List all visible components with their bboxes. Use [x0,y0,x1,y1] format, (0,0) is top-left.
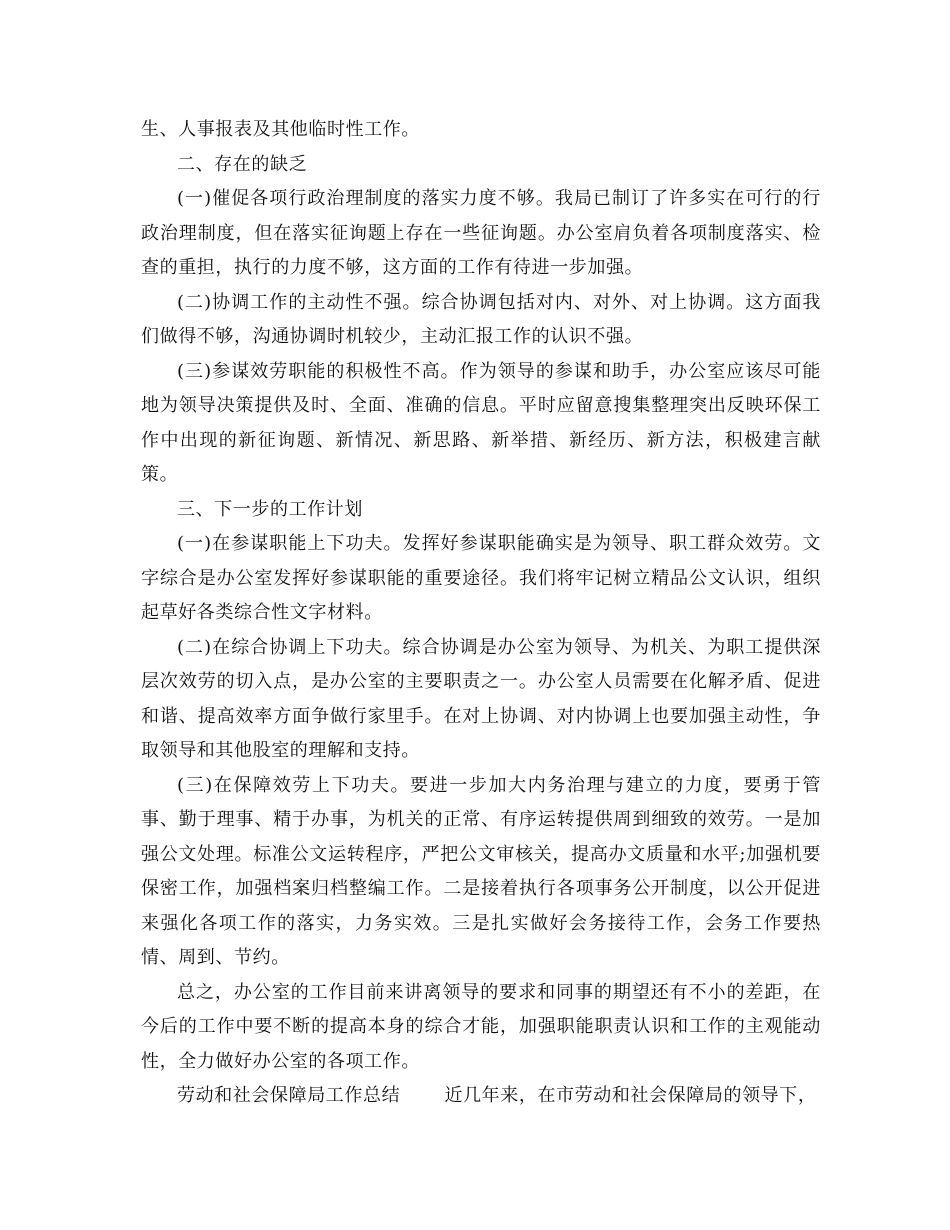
paragraph-plan-2: (二)在综合协调上下功夫。综合协调是办公室为领导、为机关、为职工提供深层次效劳的切入点，是办公室的主要职责之一。办公室人员需要在化解矛盾、促进和谐、提高效率方面争做行家里手。在对上协调、对内协调上也要加强主动性，争取领导和其他股室的理解和支持。 [141,636,821,761]
next-article-intro: 近几年来，在市劳动和社会保障局的领导下， [444,1085,817,1106]
next-article-line [141,1079,821,1114]
paragraph-problem-1: (一)催促各项行政治理制度的落实力度不够。我局已制订了许多实在可行的行政治理制度，但在落实征询题上存在一些征询题。办公室肩负着各项制度落实、检查的重担，执行的力度不够，这方面的工作有待进一步加强。 [141,188,821,278]
paragraph-plan-1: (一)在参谋职能上下功夫。发挥好参谋职能确实是为领导、职工群众效劳。文字综合是办公室发挥好参谋职能的重要途径。我们将牢记树立精品公文认识，组织起草好各类综合性文字材料。 [141,533,821,623]
section-heading-plan: 三、下一步的工作计划 [177,498,363,520]
section-heading-problems: 二、存在的缺乏 [177,153,308,175]
next-article-title: 劳动和社会保障局工作总结 [177,1085,401,1106]
paragraph-continuation: 生、人事报表及其他临时性工作。 [141,119,420,140]
document-body [141,113,821,1114]
paragraph-conclusion: 总之，办公室的工作目前来讲离领导的要求和同事的期望还有不小的差距，在今后的工作中要不断的提高本身的综合才能，加强职能职责认识和工作的主观能动性，全力做好办公室的各项工作。 [141,981,821,1072]
paragraph-problem-3: (三)参谋效劳职能的积极性不高。作为领导的参谋和助手，办公室应该尽可能地为领导决策提供及时、全面、准确的信息。平时应留意搜集整理突出反映环保工作中出现的新征询题、新情况、新思路、新举措、新经历、新方法，积极建言献策。 [141,360,821,485]
paragraph-plan-3: (三)在保障效劳上下功夫。要进一步加大内务治理与建立的力度，要勇于管事、勤于理事、精于办事，为机关的正常、有序运转提供周到细致的效劳。一是加强公文处理。标准公文运转程序，严把公文审核关，提高办文质量和水平;加强机要保密工作，加强档案归档整编工作。二是接着执行各项事务公开制度，以公开促进来强化各项工作的落实，力务实效。三是扎实做好会务接待工作，会务工作要热情、周到、节约。 [141,774,821,968]
paragraph-problem-2: (二)协调工作的主动性不强。综合协调包括对内、对外、对上协调。这方面我们做得不够，沟通协调时机较少，主动汇报工作的认识不强。 [141,291,821,347]
